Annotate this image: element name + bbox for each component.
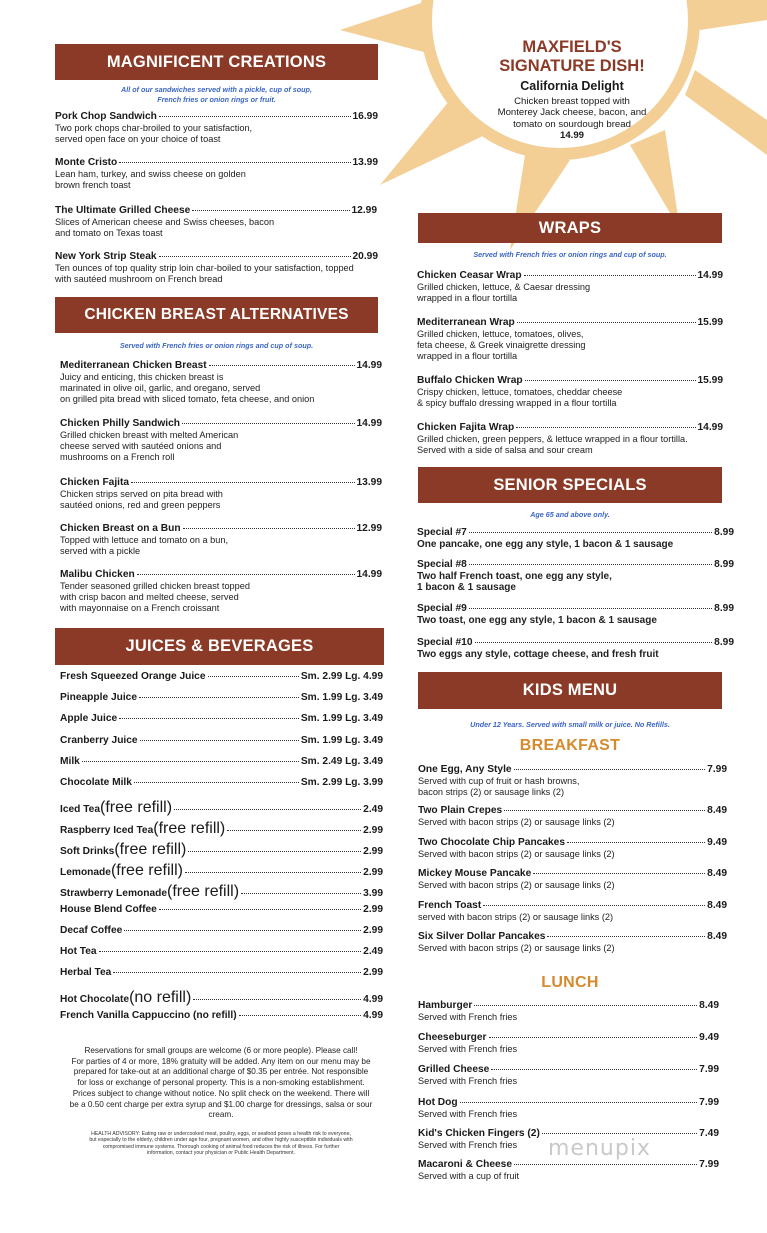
menu-item: Special #7 8.99 One pancake, one egg any style, 1 bacon & 1 sausage	[417, 527, 734, 550]
signature-dish-name: California Delight	[520, 79, 624, 93]
menu-item: Mickey Mouse Pancake 8.49 Served with bacon strips (2) or sausage links (2)	[418, 868, 727, 890]
menu-item: Cheeseburger 9.49 Served with French fries	[418, 1032, 719, 1054]
kids-note: Under 12 Years. Served with small milk or juice. No Refills.	[470, 720, 670, 729]
senior-note: Age 65 and above only.	[530, 510, 610, 519]
menu-item: Special #10 8.99 Two eggs any style, cottage cheese, and fresh fruit	[417, 637, 734, 660]
menu-item: Chicken Philly Sandwich 14.99 Grilled chicken breast with melted American cheese served with sautéed onions and mushrooms on a French roll	[60, 418, 382, 462]
menu-item: Hamburger 8.49 Served with French fries	[418, 1000, 719, 1022]
menu-item: Six Silver Dollar Pancakes 8.49 Served with bacon strips (2) or sausage links (2)	[418, 931, 727, 953]
beverage-item: Iced Tea (free refill) 2.49	[60, 799, 383, 816]
beverage-item: Hot Chocolate (no refill) 4.99	[60, 989, 383, 1006]
health-advisory: HEALTH ADVISORY: Eating raw or undercooked meat, poultry, eggs, or seafood poses a health risk to everyone, but especially to the elderly, children under age four, pregnant women, and other highly susceptible individuals with compromised immune systems. Thorough cooking of animal food reduces the risk of illness. For further information, contact your physician or Public Health Department.	[89, 1131, 353, 1157]
menu-item: Two Plain Crepes 8.49 Served with bacon strips (2) or sausage links (2)	[418, 805, 727, 827]
menu-item: Mediterranean Wrap 15.99 Grilled chicken, lettuce, tomatoes, olives, feta cheese, & Greek vinaigrette dressing wrapped in a flour tortilla	[417, 317, 723, 361]
magnificent-creations-banner: MAGNIFICENT CREATIONS	[55, 44, 378, 80]
lunch-heading: LUNCH	[541, 974, 599, 991]
wraps-banner: WRAPS	[418, 213, 722, 243]
menu-item: Malibu Chicken 14.99 Tender seasoned grilled chicken breast topped with crisp bacon and melted cheese, served with mayonnaise on a French croissant	[60, 569, 382, 613]
chicken-alternatives-banner: CHICKEN BREAST ALTERNATIVES	[55, 297, 378, 333]
menupix-watermark: menupix	[548, 1136, 651, 1161]
menu-item: Mediterranean Chicken Breast 14.99 Juicy and enticing, this chicken breast is marinated in olive oil, garlic, and oregano, served on grilled pita bread with sliced tomato, feta cheese, and onion	[60, 360, 382, 404]
policy-notes: Reservations for small groups are welcome (6 or more people). Please call! For parties of 4 or more, 18% gratuity will be added. Any item on our menu may be prepared for take-out at an additional charge of $0.35 per entrée. Not responsible for loss or exchange of personal property. This is a non-smoking establishment. Prices subject to change without notice. No split check on the weekend. There will be a 0.50 cent charge per extra syrup and $1.00 charge for dressings, salsa or sour cream.	[69, 1046, 373, 1120]
juices-banner: JUICES & BEVERAGES	[55, 628, 384, 665]
menu-item: The Ultimate Grilled Cheese 12.99 Slices of American cheese and Swiss cheeses, bacon and tomato on Texas toast	[55, 205, 377, 238]
menu-item: New York Strip Steak 20.99 Ten ounces of top quality strip loin char-boiled to your satisfaction, topped with sautéed mushroom on French bread	[55, 251, 378, 284]
signature-dish	[452, 38, 692, 141]
beverage-item: Apple Juice Sm. 1.99 Lg. 3.49	[60, 713, 383, 724]
magnificent-note: All of our sandwiches served with a pickle, cup of soup, French fries or onion rings or fruit.	[121, 85, 312, 104]
menu-item: French Toast 8.49 served with bacon strips (2) or sausage links (2)	[418, 900, 727, 922]
beverage-item: Cranberry Juice Sm. 1.99 Lg. 3.49	[60, 735, 383, 746]
senior-specials-banner: SENIOR SPECIALS	[418, 467, 722, 503]
chicken-note: Served with French fries or onion rings and cup of soup.	[119, 341, 314, 350]
breakfast-heading: BREAKFAST	[519, 737, 621, 754]
menu-item: One Egg, Any Style 7.99 Served with cup of fruit or hash browns, bacon strips (2) or sausage links (2)	[418, 764, 727, 797]
menu-item: Kid's Chicken Fingers (2) 7.49 Served with French fries	[418, 1128, 719, 1150]
beverage-item: Lemonade (free refill) 2.99	[60, 862, 383, 879]
menu-item: Two Chocolate Chip Pancakes 9.49 Served with bacon strips (2) or sausage links (2)	[418, 837, 727, 859]
menu-item: Special #8 8.99 Two half French toast, one egg any style, 1 bacon & 1 sausage	[417, 559, 734, 593]
menu-item: Special #9 8.99 Two toast, one egg any style, 1 bacon & 1 sausage	[417, 603, 734, 626]
signature-desc: Chicken breast topped with Monterey Jack cheese, bacon, and tomato on sourdough bread 14.99	[497, 96, 647, 141]
menu-item: Chicken Ceasar Wrap 14.99 Grilled chicken, lettuce, & Caesar dressing wrapped in a flour tortilla	[417, 270, 723, 303]
menu-item: Chicken Fajita 13.99 Chicken strips served on pita bread with sautéed onions, red and green peppers	[60, 477, 382, 510]
wraps-note: Served with French fries or onion rings and cup of soup.	[473, 250, 667, 259]
menu-item: Monte Cristo 13.99 Lean ham, turkey, and swiss cheese on golden brown french toast	[55, 157, 378, 190]
menu-item: Grilled Cheese 7.99 Served with French fries	[418, 1064, 719, 1086]
beverage-item: House Blend Coffee 2.99	[60, 904, 383, 915]
kids-menu-banner: KIDS MENU	[418, 672, 722, 709]
beverage-item: Raspberry Iced Tea (free refill) 2.99	[60, 820, 383, 837]
beverage-item: Decaf Coffee 2.99	[60, 925, 383, 936]
beverage-item: Chocolate Milk Sm. 2.99 Lg. 3.99	[60, 777, 383, 788]
menu-item: Hot Dog 7.99 Served with French fries	[418, 1097, 719, 1119]
menu-item: Chicken Breast on a Bun 12.99 Topped with lettuce and tomato on a bun, served with a pickle	[60, 523, 382, 556]
beverage-item: Soft Drinks (free refill) 2.99	[60, 841, 383, 858]
beverage-item: Hot Tea 2.49	[60, 946, 383, 957]
beverage-item: French Vanilla Cappuccino (no refill) 4.99	[60, 1010, 383, 1021]
menu-item: Pork Chop Sandwich 16.99 Two pork chops char-broiled to your satisfaction, served open face on your choice of toast	[55, 111, 378, 144]
beverage-item: Milk Sm. 2.49 Lg. 3.49	[60, 756, 383, 767]
beverage-item: Fresh Squeezed Orange Juice Sm. 2.99 Lg. 4.99	[60, 671, 383, 682]
beverage-item: Strawberry Lemonade (free refill) 3.99	[60, 883, 383, 900]
menu-item: Macaroni & Cheese 7.99 Served with a cup of fruit	[418, 1159, 719, 1181]
beverage-item: Pineapple Juice Sm. 1.99 Lg. 3.49	[60, 692, 383, 703]
menu-item: Chicken Fajita Wrap 14.99 Grilled chicken, green peppers, & lettuce wrapped in a flour tortilla. Served with a side of salsa and sour cream	[417, 422, 723, 455]
signature-heading: MAXFIELD'S SIGNATURE DISH!	[499, 38, 645, 75]
beverage-item: Herbal Tea 2.99	[60, 967, 383, 978]
menu-item: Buffalo Chicken Wrap 15.99 Crispy chicken, lettuce, tomatoes, cheddar cheese & spicy buffalo dressing wrapped in a flour tortilla	[417, 375, 723, 408]
